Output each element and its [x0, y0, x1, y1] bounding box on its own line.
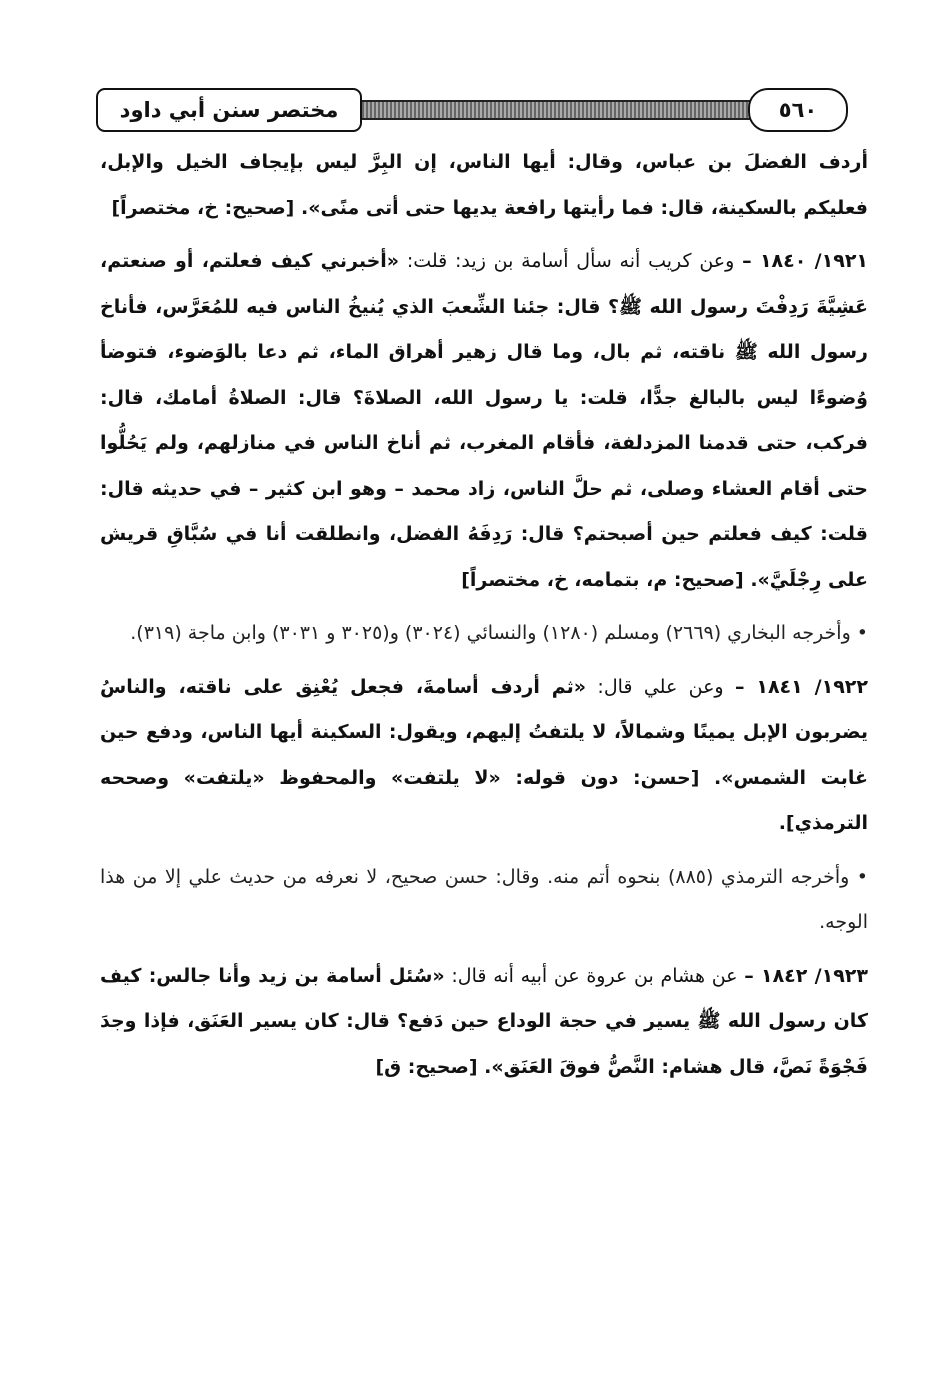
hadith-number: ١٩٢١/ ١٨٤٠ –: [742, 250, 868, 272]
hadith-narration-chain: وعن علي قال:: [586, 675, 735, 698]
running-header: [96, 84, 866, 136]
header-ornament-band: [346, 100, 766, 120]
paragraph-continuation: أردف الفضلَ بن عباس، وقال: أيها الناس، إن البِرَّ ليس بإيجاف الخيل والإبل، فعليكم بالسكينة، قال: فما رأيتها رافعة يديها حتى أتى منًى». [صحيح: خ، مختصراً]: [100, 151, 868, 219]
takhrij-note: • وأخرجه البخاري (٢٦٦٩) ومسلم (١٢٨٠) والنسائي (٣٠٢٤) و(٣٠٢٥ و ٣٠٣١) وابن ماجة (٣١٩).: [130, 622, 868, 644]
hadith-text: «سُئل أسامة بن زيد وأنا جالس: كيف كان رسول الله ﷺ يسير في حجة الوداع حين دَفع؟ قال: كان يسير العَنَق، فإذا وجدَ فَجْوَةً نَصَّ، قال هشام: النَّصُّ فوقَ العَنَق». [صحيح: ق]: [100, 964, 868, 1078]
hadith-1923: [100, 954, 868, 1091]
body-text: [100, 140, 868, 1280]
hadith-text: «ثم أردف أسامةَ، فجعل يُعْنِق على ناقته، والناسُ يضربون الإبل يمينًا وشمالاً، لا يلتفتُ إليهم، ويقول: السكينة أيها الناس، ودفع حين غابت الشمس». [حسن: دون قوله: «لا يلتفت» والمحفوظ «يلتفت» وصححه الترمذي].: [100, 675, 868, 834]
hadith-number: ١٩٢٣/ ١٨٤٢ –: [744, 964, 868, 987]
hadith-1922: [100, 665, 868, 847]
hadith-narration-chain: وعن كريب أنه سأل أسامة بن زيد: قلت:: [399, 250, 743, 272]
page-number: ٥٦٠: [748, 88, 848, 132]
takhrij-note: • وأخرجه الترمذي (٨٨٥) بنحوه أتم منه. وقال: حسن صحيح، لا نعرفه من حديث علي إلا من هذا الوجه.: [100, 865, 868, 933]
book-title: مختصر سنن أبي داود: [96, 88, 362, 132]
hadith-1921: [100, 239, 868, 603]
hadith-number: ١٩٢٢/ ١٨٤١ –: [734, 675, 868, 698]
hadith-text: «أخبرني كيف فعلتم، أو صنعتم، عَشِيَّةَ رَدِفْتَ رسول الله ﷺ؟ قال: جئنا الشِّعبَ الذي يُنيخُ الناس فيه للمُعَرَّس، فأناخ رسول الله ﷺ ناقته، ثم بال، وما قال زهير أهراق الماء، ثم دعا بالوَضوء، فتوضأ وُضوءًا ليس بالبالغ جدًّا، قلت: يا رسول الله، الصلاةَ؟ قال: الصلاةُ أمامك، قال: فركب، حتى قدمنا المزدلفة، فأقام المغرب، ثم أناخ الناس في منازلهم، ولم يَحُلُّوا حتى أقام العشاء وصلى، ثم حلَّ الناس، زاد محمد – وهو ابن كثير – في حديثه قال: قلت: كيف فعلتم حين أصبحتم؟ قال: رَدِفَهُ الفضل، وانطلقت أنا في سُبَّاقِ قريش على رِجْلَيَّ». [صحيح: م، بتمامه، خ، مختصراً]: [100, 250, 868, 591]
hadith-narration-chain: عن هشام بن عروة عن أبيه أنه قال:: [444, 964, 745, 987]
